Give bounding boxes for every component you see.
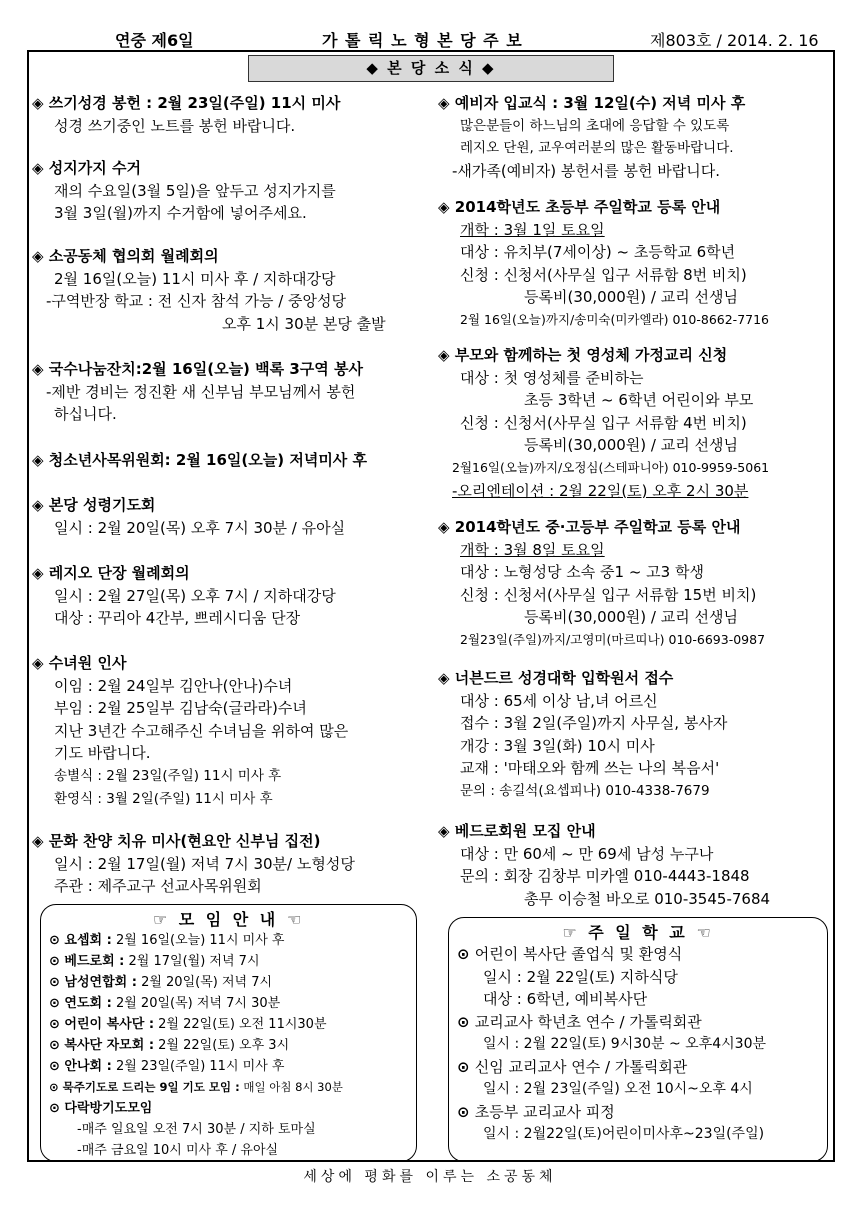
meeting-subitem: -매주 일요일 오전 7시 30분 / 지하 토마실 <box>77 1122 316 1137</box>
meeting-subitem: -매주 금요일 10시 미사 후 / 유아실 <box>77 1143 279 1158</box>
notice-healing-mass: ◈ 문화 찬양 치유 미사(현요안 신부님 집전) 일시 : 2월 17일(월) 저녁 7시 30분/ 노형성당 주관 : 제주교구 선교사목위원회 <box>32 830 355 898</box>
meeting-item: ⊙ 베드로회 : 2월 17일(월) 저녁 7시 <box>41 951 416 972</box>
sunday-item-head: ⊙ 초등부 교리교사 피정 <box>449 1101 827 1124</box>
meeting-box-title: ☞ 모 임 안 내 ☜ <box>152 910 305 929</box>
notice-first-communion: ◈ 부모와 함께하는 첫 영성체 가정교리 신청 대상 : 첫 영성체를 준비하는 초등 3학년 ~ 6학년 어린이와 부모 신청 : 신청서(사무실 입구 서류함 4번 비치) 등록비(30,000원) / 교리 선생님 2월16일(오늘)까지/오정심(스테파니아) 010-9959-5061 -오리엔테이션 : 2월 22일(토) 오후 2시 30분 <box>438 344 769 502</box>
notice-elementary-registration: ◈ 2014학년도 초등부 주일학교 등록 안내 개학 : 3월 1일 토요일 대상 : 유치부(7세이상) ~ 초등학교 6학년 신청 : 신청서(사무실 입구 서류함 8번 비치) 등록비(30,000원) / 교리 선생님 2월 16일(오늘)까지/송미숙(미카엘라) 010-8662-7716 <box>438 196 769 332</box>
meeting-item: ⊙ 다락방기도모임 <box>41 1098 416 1119</box>
sunday-item-head: ⊙ 신임 교리교사 연수 / 가톨릭회관 <box>449 1056 827 1079</box>
issue-number-date: 제803호 / 2014. 2. 16 <box>650 31 819 50</box>
notice-bible-writing: ◈ 쓰기성경 봉헌 : 2월 23일(주일) 11시 미사 성경 쓰기중인 노트를 봉헌 바랍니다. <box>32 92 340 137</box>
sunday-item-line: 일시 : 2월 22일(토) 지하식당 <box>483 967 678 986</box>
meeting-item: ⊙ 안나회 : 2월 23일(주일) 11시 미사 후 <box>41 1056 416 1077</box>
liturgical-day: 연중 제6일 <box>115 31 194 50</box>
sunday-item-line: 대상 : 6학년, 예비복사단 <box>483 990 648 1008</box>
meeting-item: ⊙ 연도회 : 2월 20일(목) 저녁 7시 30분 <box>41 993 416 1014</box>
sunday-item-line: 일시 : 2월22일(토)어린이미사후~23일(주일) <box>483 1126 765 1142</box>
notice-bible-college: ◈ 너븐드르 성경대학 입학원서 접수 대상 : 65세 이상 남,녀 어르신 접수 : 3월 2일(주일)까지 사무실, 봉사자 개강 : 3월 3일(화) 10시 미사 교재 : '마태오와 함께 쓰는 나의 복음서' 문의 : 송길석(요셉피나) 010-4338-7679 <box>438 667 727 803</box>
meeting-info-box <box>40 904 417 1162</box>
meeting-item: ⊙ 어린이 복사단 : 2월 22일(토) 오전 11시30분 <box>41 1014 416 1035</box>
notice-catechumen-rite: ◈ 예비자 입교식 : 3월 12일(수) 저녁 미사 후 많은분들이 하느님의 초대에 응답할 수 있도록 레지오 단원, 교우여러분의 많은 활동바랍니다. -새가족(예비자) 봉헌서를 봉헌 바랍니다. <box>438 92 745 182</box>
section-banner: ◆ 본 당 소 식 ◆ <box>248 55 614 82</box>
sunday-item-head: ⊙ 어린이 복사단 졸업식 및 환영식 <box>449 943 827 966</box>
notice-secondary-registration: ◈ 2014학년도 중·고등부 주일학교 등록 안내 개학 : 3월 8일 토요일 대상 : 노형성당 소속 중1 ~ 고3 학생 신청 : 신청서(사무실 입구 서류함 15번 비치) 등록비(30,000원) / 교리 선생님 2월23일(주일)까지/고영미(마르띠나) 010-6693-0987 <box>438 516 765 652</box>
notice-palm-collection: ◈ 성지가지 수거 재의 수요일(3월 5일)을 앞두고 성지가지를 3월 3일(월)까지 수거함에 넣어주세요. <box>32 157 336 225</box>
notice-sister-change: ◈ 수녀원 인사 이임 : 2월 24일부 김안나(안나)수녀 부임 : 2월 25일부 김남숙(글라라)수녀 지난 3년간 수고해주신 수녀님을 위하여 많은 기도 바랍니다. 송별식 : 2월 23일(주일) 11시 미사 후 환영식 : 3월 2일(주일) 11시 미사 후 <box>32 652 348 810</box>
sunday-item-line: 일시 : 2월 23일(주일) 오전 10시~오후 4시 <box>483 1081 753 1097</box>
sunday-item-line: 일시 : 2월 22일(토) 9시30분 ~ 오후4시30분 <box>483 1036 767 1052</box>
bulletin-header <box>0 26 860 50</box>
sunday-box-title: ☞ 주 일 학 교 ☜ <box>562 923 714 942</box>
sunday-school-box <box>448 917 828 1162</box>
meeting-item: ⊙ 복사단 자모회 : 2월 22일(토) 오후 3시 <box>41 1035 416 1056</box>
meeting-item: ⊙ 묵주기도로 드리는 9일 기도 모임 : 매일 아침 8시 30분 <box>41 1077 416 1098</box>
footer-motto: 세상에 평화를 이루는 소공동체 <box>303 1169 557 1185</box>
notice-community-council: ◈ 소공동체 협의회 월례회의 2월 16일(오늘) 11시 미사 후 / 지하대강당 -구역반장 학교 : 전 신자 참석 가능 / 중앙성당 오후 1시 30분 본당 출발 <box>32 245 386 335</box>
bulletin-title: 가 톨 릭 노 형 본 당 주 보 <box>322 31 523 50</box>
sunday-item-head: ⊙ 교리교사 학년초 연수 / 가톨릭회관 <box>449 1011 827 1034</box>
notice-noodle-party: ◈ 국수나눔잔치:2월 16일(오늘) 백록 3구역 봉사 -제반 경비는 정진환 새 신부님 부모님께서 봉헌 하십니다. <box>32 358 363 426</box>
notice-peter-recruit: ◈ 베드로회원 모집 안내 대상 : 만 60세 ~ 만 69세 남성 누구나 문의 : 회장 김창부 미카엘 010-4443-1848 총무 이승철 바오로 010-3545-7684 <box>438 820 770 910</box>
notice-prayer-meeting: ◈ 본당 성령기도회 일시 : 2월 20일(목) 오후 7시 30분 / 유아실 <box>32 494 345 539</box>
notice-youth-committee: ◈ 청소년사목위원회: 2월 16일(오늘) 저녁미사 후 <box>32 449 367 472</box>
meeting-item: ⊙ 남성연합회 : 2월 20일(목) 저녁 7시 <box>41 972 416 993</box>
notice-legio-meeting: ◈ 레지오 단장 월례회의 일시 : 2월 27일(목) 오후 7시 / 지하대강당 대상 : 꾸리아 4간부, 쁘레시디움 단장 <box>32 562 336 630</box>
meeting-item: ⊙ 요셉회 : 2월 16일(오늘) 11시 미사 후 <box>41 930 416 951</box>
